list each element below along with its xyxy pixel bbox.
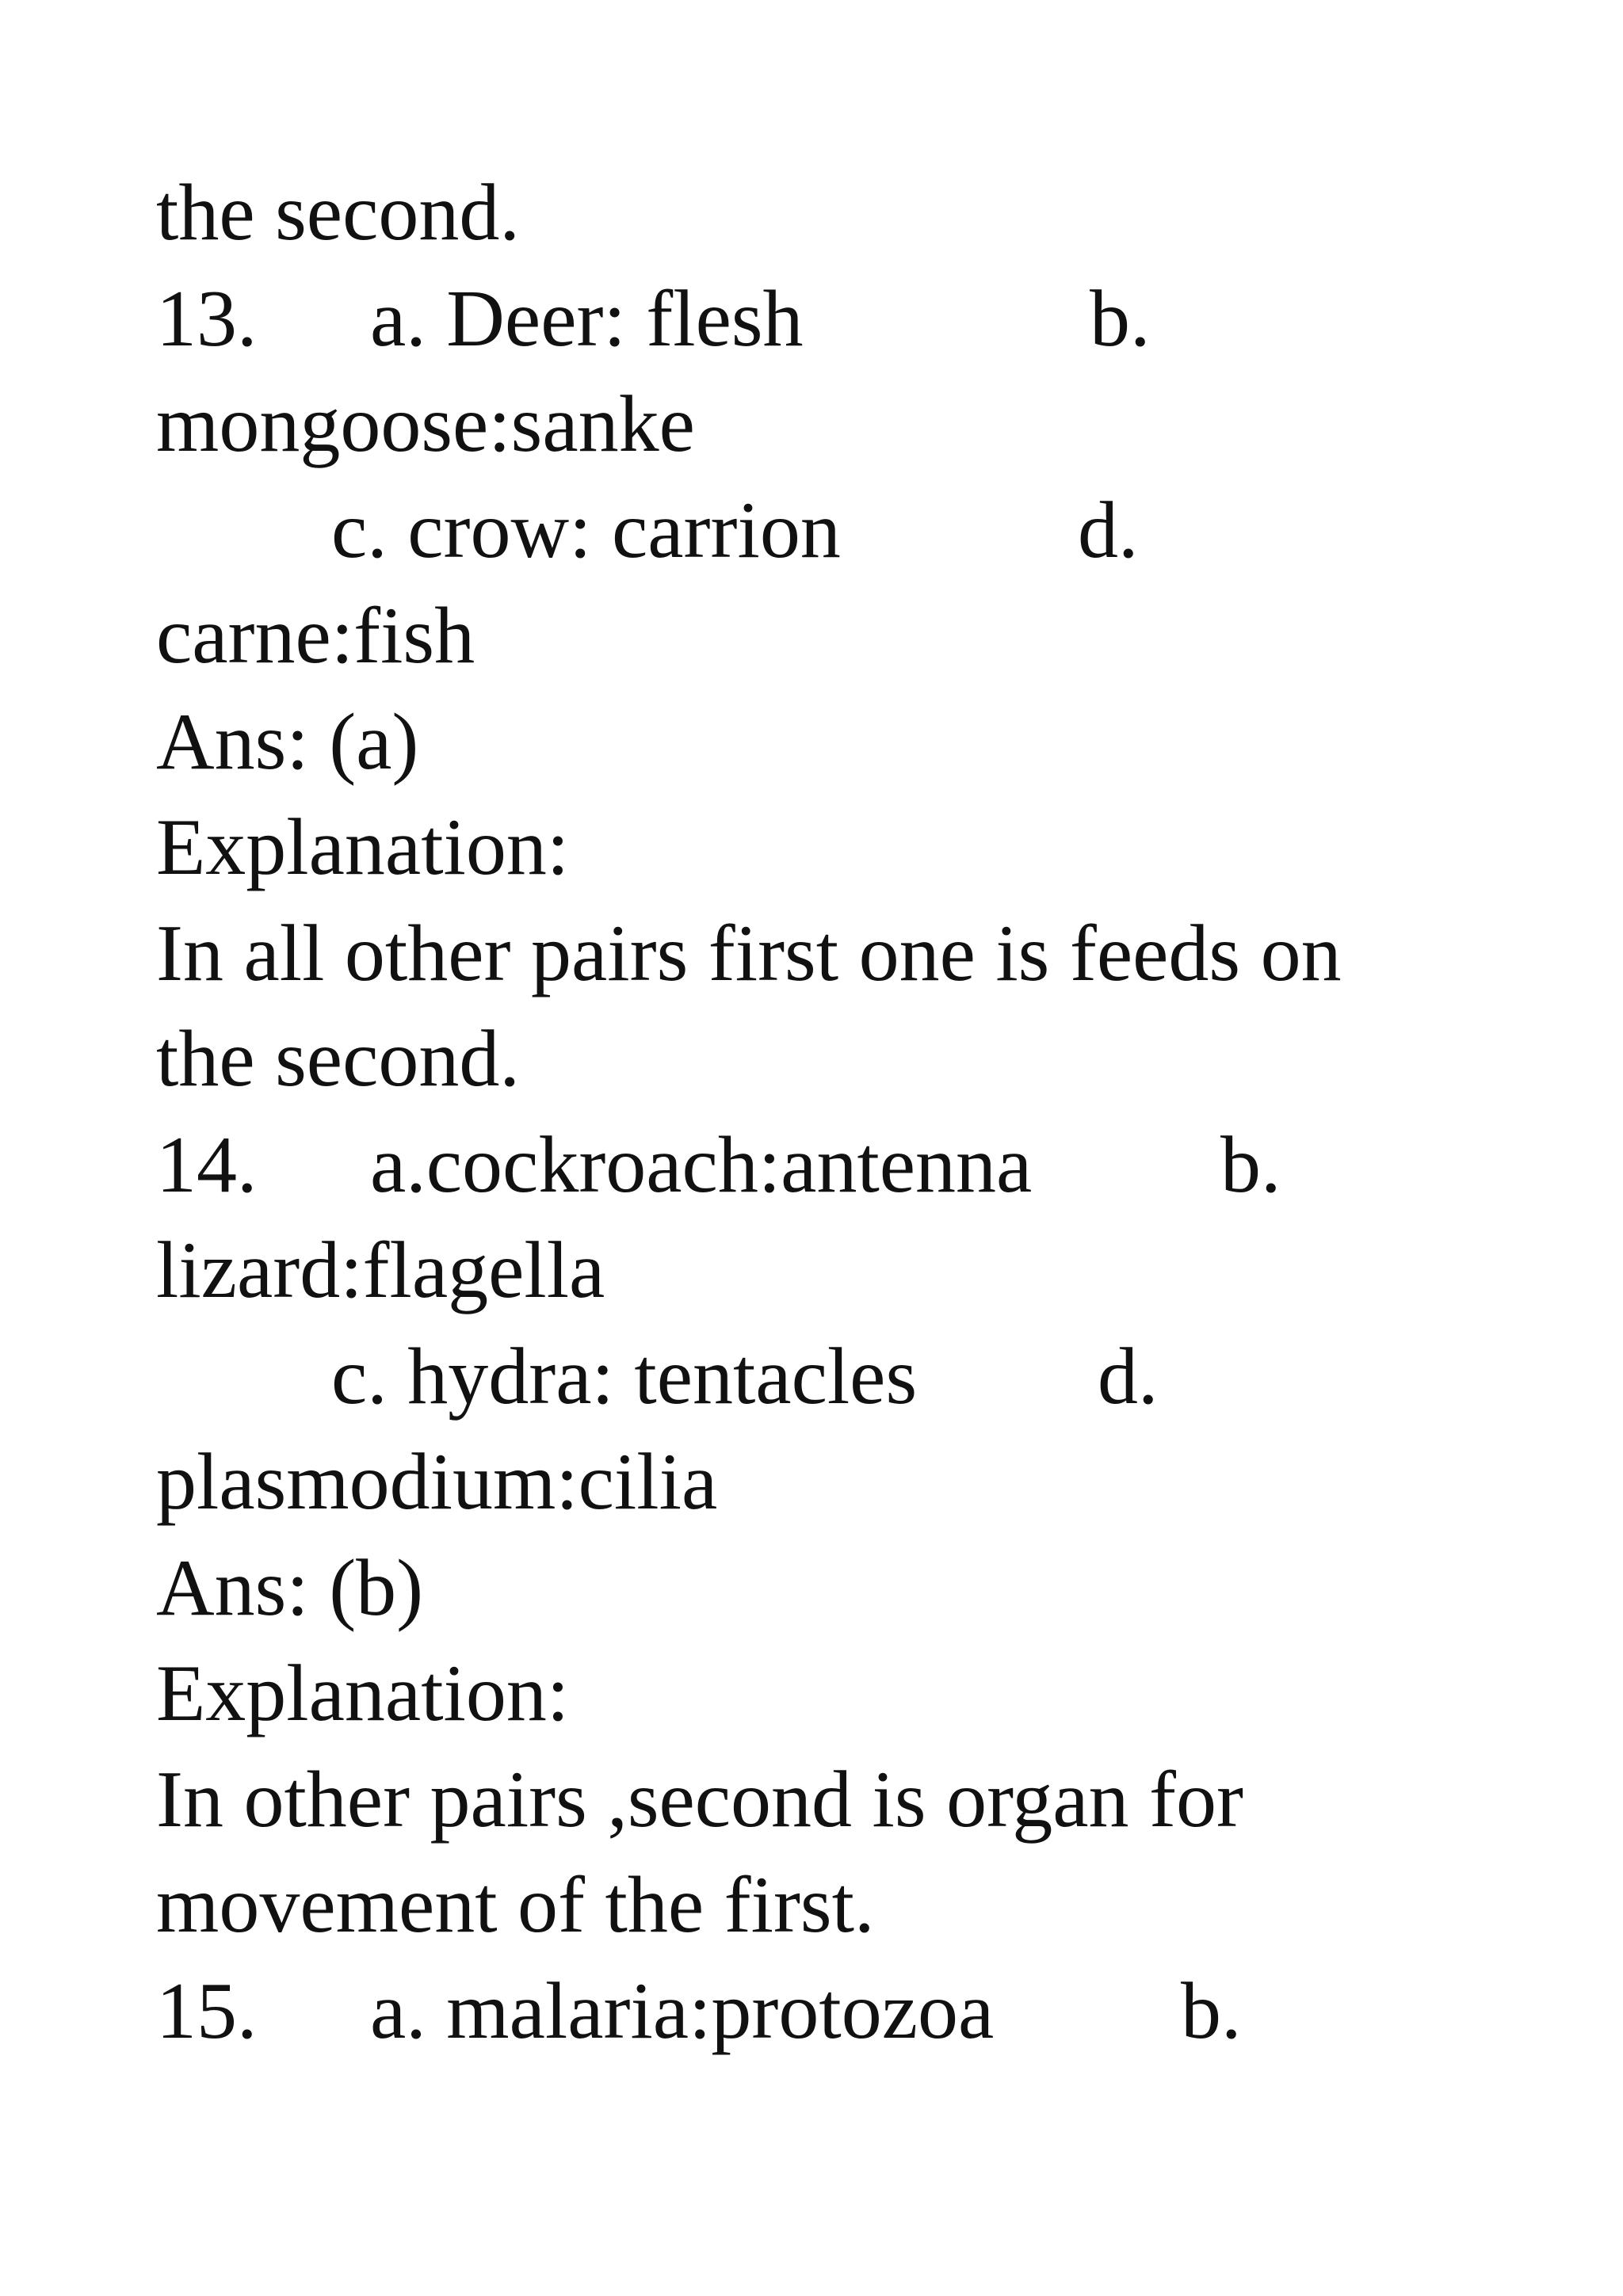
- option-a: a. malaria:protozoa: [370, 1966, 995, 2056]
- option-b-label: b.: [1220, 1120, 1281, 1210]
- text-line: carne:fish: [156, 591, 475, 681]
- question-number: 15.: [156, 1966, 258, 2056]
- question-number: 14.: [156, 1120, 258, 1210]
- explanation-text: In all other pairs first one is feeds on: [156, 909, 1342, 998]
- text-line: lizard:flagella: [156, 1226, 605, 1315]
- option-a: a. Deer: flesh: [370, 274, 804, 364]
- explanation-text: the second.: [156, 1014, 520, 1104]
- text-line: mongoose:sanke: [156, 379, 695, 469]
- option-d-label: d.: [1098, 1332, 1159, 1421]
- text-line: the second.: [156, 168, 520, 257]
- explanation-heading: Explanation:: [156, 1649, 570, 1738]
- option-b-label: b.: [1090, 274, 1151, 364]
- explanation-heading: Explanation:: [156, 803, 570, 892]
- option-c: c. hydra: tentacles: [331, 1332, 918, 1421]
- option-c: c. crow: carrion: [331, 486, 841, 575]
- answer-line: Ans: (b): [156, 1543, 424, 1633]
- option-d-label: d.: [1078, 486, 1139, 575]
- answer-line: Ans: (a): [156, 697, 419, 787]
- option-b-label: b.: [1181, 1966, 1242, 2056]
- explanation-text: In other pairs ,second is organ for: [156, 1755, 1243, 1844]
- option-a: a.cockroach:antenna: [370, 1120, 1033, 1210]
- question-number: 13.: [156, 274, 258, 364]
- text-line: plasmodium:cilia: [156, 1437, 718, 1527]
- explanation-text: movement of the first.: [156, 1860, 875, 1950]
